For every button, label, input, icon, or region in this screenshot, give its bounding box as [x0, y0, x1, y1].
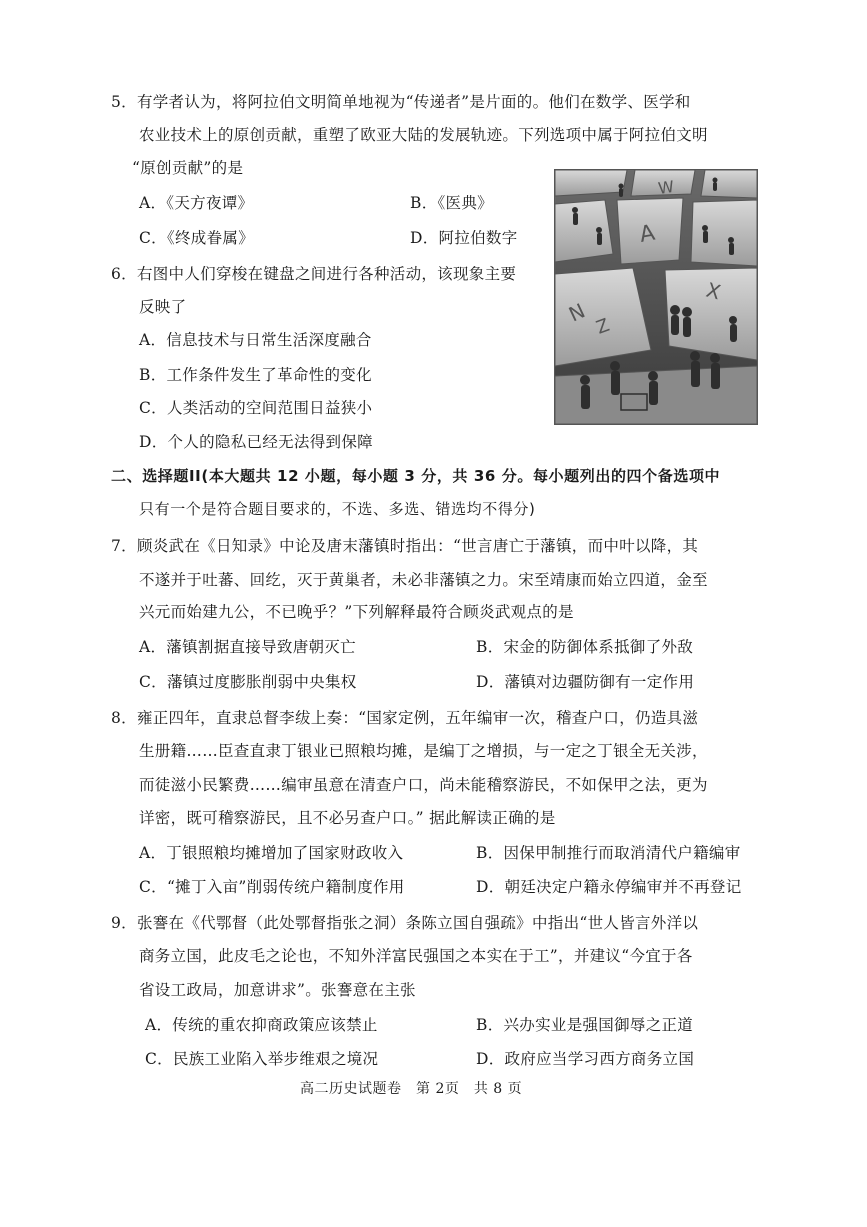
- q6-option-d: D．个人的隐私已经无法得到保障: [139, 433, 373, 451]
- q8-stem-line-3: 而徒滋小民繁费……编审虽意在清查户口，尚未能稽察游民，不如保甲之法，更为: [139, 776, 708, 794]
- q7-stem-line-3: 兴元而始建九公，不已晚乎？”下列解释最符合顾炎武观点的是: [139, 603, 574, 621]
- q7-stem-line-1: 7．顾炎武在《日知录》中论及唐末藩镇时指出：“世言唐亡于藩镇，而中叶以降，其: [111, 537, 699, 555]
- q8-option-a: A．丁银照粮均摊增加了国家财政收入: [139, 844, 404, 862]
- q9-option-a: A．传统的重农抑商政策应该禁止: [145, 1016, 378, 1034]
- q5-option-a: A．《天方夜谭》: [139, 194, 254, 212]
- key-letter-a: A: [637, 220, 657, 248]
- q9-stem-line-3: 省设工政局，加意讲求”。张謇意在主张: [139, 981, 416, 999]
- key-letter-x: X: [703, 277, 724, 305]
- q9-option-c: C．民族工业陷入举步维艰之境况: [145, 1050, 379, 1068]
- q7-stem-line-2: 不遂并于吐蕃、回纥，灭于黄巢者，未必非藩镇之力。宋至靖康而始立四道，金至: [139, 571, 708, 589]
- q9-stem-line-2: 商务立国，此皮毛之论也，不知外洋富民强国之本实在于工”，并建议“今宜于各: [139, 947, 693, 965]
- q8-option-b: B．因保甲制推行而取消清代户籍编审: [476, 844, 741, 862]
- section-2-heading: 二、选择题II(本大题共 12 小题，每小题 3 分，共 36 分。每小题列出的四个备选项中: [111, 467, 721, 485]
- q8-stem-line-1: 8．雍正四年，直隶总督李绂上奏：“国家定例，五年编审一次，稽查户口，仍造具滋: [111, 709, 699, 727]
- key-letter-z: Z: [593, 314, 613, 339]
- q7-option-c: C．藩镇过度膨胀削弱中央集权: [139, 673, 357, 691]
- q8-stem-line-2: 生册籍……臣查直隶丁银业已照粮均摊，是编丁之增损，与一定之丁银全无关涉，: [139, 742, 708, 760]
- q8-option-d: D．朝廷决定户籍永停编审并不再登记: [476, 878, 742, 896]
- q9-option-d: D．政府应当学习西方商务立国: [476, 1050, 695, 1068]
- q6-option-c: C．人类活动的空间范围日益狭小: [139, 399, 373, 417]
- q5-option-c: C．《终成眷属》: [139, 229, 255, 247]
- q8-option-c: C．“摊丁入亩”削弱传统户籍制度作用: [139, 878, 405, 896]
- q7-option-a: A．藩镇割据直接导致唐朝灭亡: [139, 638, 356, 656]
- key-letter-n: N: [564, 298, 589, 327]
- section-2-instructions: 只有一个是符合题目要求的，不选、多选、错选均不得分): [139, 500, 536, 518]
- q5-stem-line-2: 农业技术上的原创贡献，重塑了欧亚大陆的发展轨迹。下列选项中属于阿拉伯文明: [139, 126, 708, 144]
- q7-option-d: D．藩镇对边疆防御有一定作用: [476, 673, 695, 691]
- q6-stem-line-2: 反映了: [139, 298, 187, 316]
- q6-option-b: B．工作条件发生了革命性的变化: [139, 366, 372, 384]
- q5-option-b: B．《医典》: [410, 194, 493, 212]
- q5-stem-line-1: 5．有学者认为，将阿拉伯文明简单地视为“传递者”是片面的。他们在数学、医学和: [111, 93, 691, 111]
- keyboard-people-illustration: [554, 169, 758, 425]
- q9-option-b: B．兴办实业是强国御辱之正道: [476, 1016, 694, 1034]
- q6-option-a: A．信息技术与日常生活深度融合: [139, 331, 372, 349]
- q7-option-b: B．宋金的防御体系抵御了外敌: [476, 638, 694, 656]
- q6-stem-line-1: 6．右图中人们穿梭在键盘之间进行各种活动，该现象主要: [111, 265, 517, 283]
- q9-stem-line-1: 9．张謇在《代鄂督（此处鄂督指张之洞）条陈立国自强疏》中指出“世人皆言外洋以: [111, 914, 699, 932]
- key-letter-w: W: [656, 176, 676, 198]
- q5-stem-line-3: “原创贡献”的是: [132, 159, 244, 177]
- page-footer: 高二历史试题卷 第 2页 共 8 页: [300, 1081, 523, 1097]
- q5-option-d: D．阿拉伯数字: [410, 229, 518, 247]
- q8-stem-line-4: 详密，既可稽察游民，且不必另查户口。” 据此解读正确的是: [139, 809, 556, 827]
